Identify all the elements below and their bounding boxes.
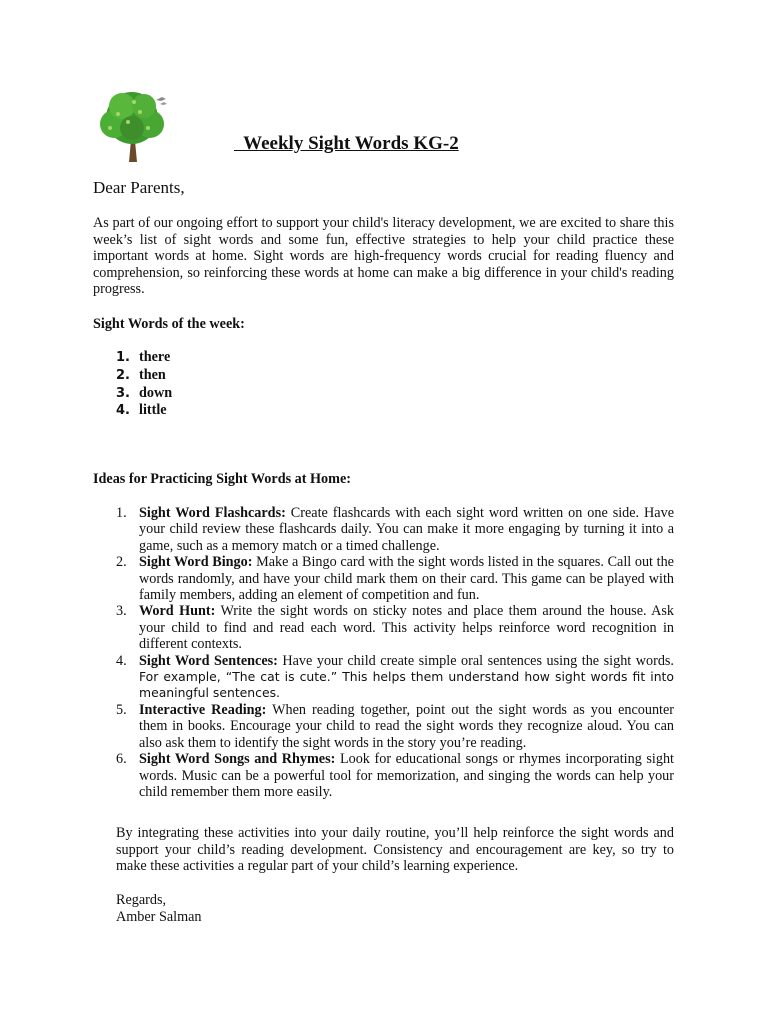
list-number: 4. <box>116 652 127 669</box>
list-number: 6. <box>116 751 127 768</box>
greeting: Dear Parents, <box>93 178 185 197</box>
idea-title: Sight Word Bingo: <box>139 554 253 571</box>
sign-off <box>116 892 202 926</box>
idea-text: Have your child create simple oral sentences using the sight words. <box>277 652 674 669</box>
list-item <box>116 385 172 403</box>
ideas-list <box>116 505 674 800</box>
idea-title: Interactive Reading: <box>139 701 267 718</box>
tree-logo-icon <box>92 88 174 166</box>
sight-word: down <box>139 384 173 401</box>
list-number: 2. <box>116 367 130 383</box>
signature-name: Amber Salman <box>116 909 202 925</box>
list-number: 3. <box>116 603 127 620</box>
idea-text: Create flashcards with each sight word written on one side. Have your child review these flashcards daily. You can make it more engaging by turning it into a game, such as a memory match or a timed challenge. <box>139 505 674 554</box>
idea-title: Word Hunt: <box>139 603 216 620</box>
sight-word: little <box>139 402 167 419</box>
list-number: 1. <box>116 350 130 365</box>
list-item <box>116 603 674 652</box>
list-number: 2. <box>116 554 127 571</box>
list-number: 1. <box>116 505 127 521</box>
list-item <box>116 702 674 751</box>
list-number: 5. <box>116 701 127 718</box>
sight-word: then <box>139 366 166 383</box>
list-number: 4. <box>116 403 130 419</box>
ideas-heading: Ideas for Practicing Sight Words at Home: <box>93 471 351 487</box>
intro-paragraph: As part of our ongoing effort to support your child's literacy development, we are excited to share this week’s list of sight words and some fun, effective strategies to help your child practice these important words at home. Sight words are high-frequency words crucial for reading fluency and comprehension, so reinforcing these words at home can make a big difference in your child's reading progress. <box>93 215 674 298</box>
sight-words-list <box>116 349 172 420</box>
sight-word: there <box>139 349 171 365</box>
list-item <box>116 505 674 554</box>
idea-text: Look for educational songs or rhymes incorporating sight words. Music can be a powerful tool for memorization, and singing the words can help your child remember them more easily. <box>139 751 674 800</box>
list-item <box>116 554 674 603</box>
list-item <box>116 653 674 702</box>
closing-paragraph: By integrating these activities into your daily routine, you’ll help reinforce the sight words and support your child’s reading development. Consistency and encouragement are key, so try to make these activities a regular part of your child’s learning experience. <box>116 825 674 875</box>
list-item <box>116 349 172 367</box>
idea-text: Write the sight words on sticky notes and place them around the house. Ask your child to find and read each word. This activity helps reinforce word recognition in different contexts. <box>139 603 674 653</box>
list-item <box>116 402 172 420</box>
page-title: Weekly Sight Words KG-2 <box>234 133 459 154</box>
sight-words-heading: Sight Words of the week: <box>93 316 245 332</box>
list-item <box>116 367 172 385</box>
list-number: 3. <box>116 385 130 401</box>
idea-title: Sight Word Sentences: <box>139 652 278 669</box>
regards-text: Regards, <box>116 892 167 908</box>
idea-title: Sight Word Songs and Rhymes: <box>139 751 336 768</box>
idea-title: Sight Word Flashcards: <box>139 505 286 521</box>
idea-text: Make a Bingo card with the sight words listed in the squares. Call out the words randomly, and have your child mark them on their card. This game can be played with family members, adding an element of competition and fun. <box>139 554 674 604</box>
idea-text: When reading together, point out the sight words as you encounter them in books. Encourage your child to read the sight words they recognize aloud. You can also ask them to identify the sight words in the story you’re reading. <box>139 701 674 751</box>
list-item <box>116 751 674 800</box>
idea-example-text: For example, “The cat is cute.” This helps them understand how sight words fit into meaningful sentences. <box>139 669 674 701</box>
